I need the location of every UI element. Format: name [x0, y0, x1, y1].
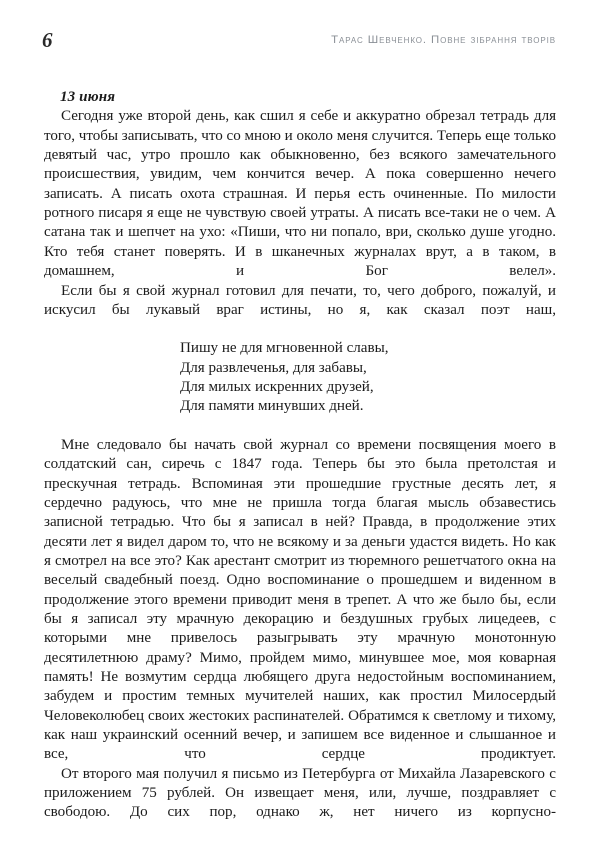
running-head [0, 30, 600, 54]
verse-line: Для памяти минувших дней. [180, 398, 364, 415]
verse-line: Для развлеченья, для забавы, [180, 359, 367, 376]
paragraph-4: От второго мая получил я письмо из Петербурга от Михайла Лазаревского с приложением 75 рублей. Он извещает меня, или, лучше, поздравляет с свободою. До сих пор, однако ж, нет ничего из корпусно- [44, 765, 556, 821]
paragraph-3: Мне следовало бы начать свой журнал со времени посвящения моего в солдатский сан, сиречь с 1847 года. Теперь бы это была претолстая и прескучная тетрадь. Вспоминая эти прошедшие грустные десять лет, я сердечно радуюсь, что мне не пришла тогда благая мысль обзавестись записной тетрадью. Что бы я записал в ней? Правда, в продолжение этих десяти лет я видел даром то, что не всякому и за деньги удастся видеть. Но как я смотрел на все это? Как арестант смотрит из тюремного решетчатого окна на веселый свадебный поезд. Одно воспоминание о прошедшем и виденном в продолжение этого времени приводит меня в трепет. А что же было бы, если бы я записал эту мрачную декорацию и бездушных грубых лицедеев, с которыми мне привелось разыгрывать эту мрачную монотонную десятилетнюю драму? Мимо, пройдем мимо, минувшее мое, моя коварная память! Не возмутим сердца любящего друга недостойным воспоминанием, забудем и простим темных мучителей наших, как простил Милосердый Человеколюбец своих жестоких распинателей. Обратимся к светлому и тихому, как наш украинский осенний вечер, и запишем все виденное и слышанное и все, что сердце продиктует. [44, 436, 556, 763]
verse-block [44, 339, 556, 417]
verse-line: Для милых искренних друзей, [180, 379, 374, 395]
verse-line: Пишу не для мгновенной славы, [180, 340, 389, 357]
page-number: 6 [42, 28, 53, 52]
text-block [44, 88, 556, 823]
dateline: 13 июня [60, 89, 116, 105]
paragraph-2: Если бы я свой журнал готовил для печати, то, чего доброго, пожалуй, и искусил бы лукавый враг истины, но я, как сказал поэт наш, [44, 282, 556, 318]
paragraph-1: Сегодня уже второй день, как сшил я себе и аккуратно обрезал тетрадь для того, чтобы записывать, что со мною и около меня случится. Теперь еще только девятый час, утро прошло как обыкновенно, без всякого замечательного происшествия, увидим, чем кончится вечер. А пока совершенно нечего записать. А писать охота страшная. И перья есть очиненные. По милости ротного писаря я еще не чувствую своей утраты. А писать все-таки не о чем. А сатана так и шепчет на ухо: «Пиши, что ни попало, ври, сколько душе угодно. Кто тебя станет поверять. И в шканечных журналах врут, а в таком, в домашнем, и Бог велел». [44, 108, 556, 280]
running-head-title: Тарас Шевченко. Повне зібрання творів [331, 34, 556, 46]
